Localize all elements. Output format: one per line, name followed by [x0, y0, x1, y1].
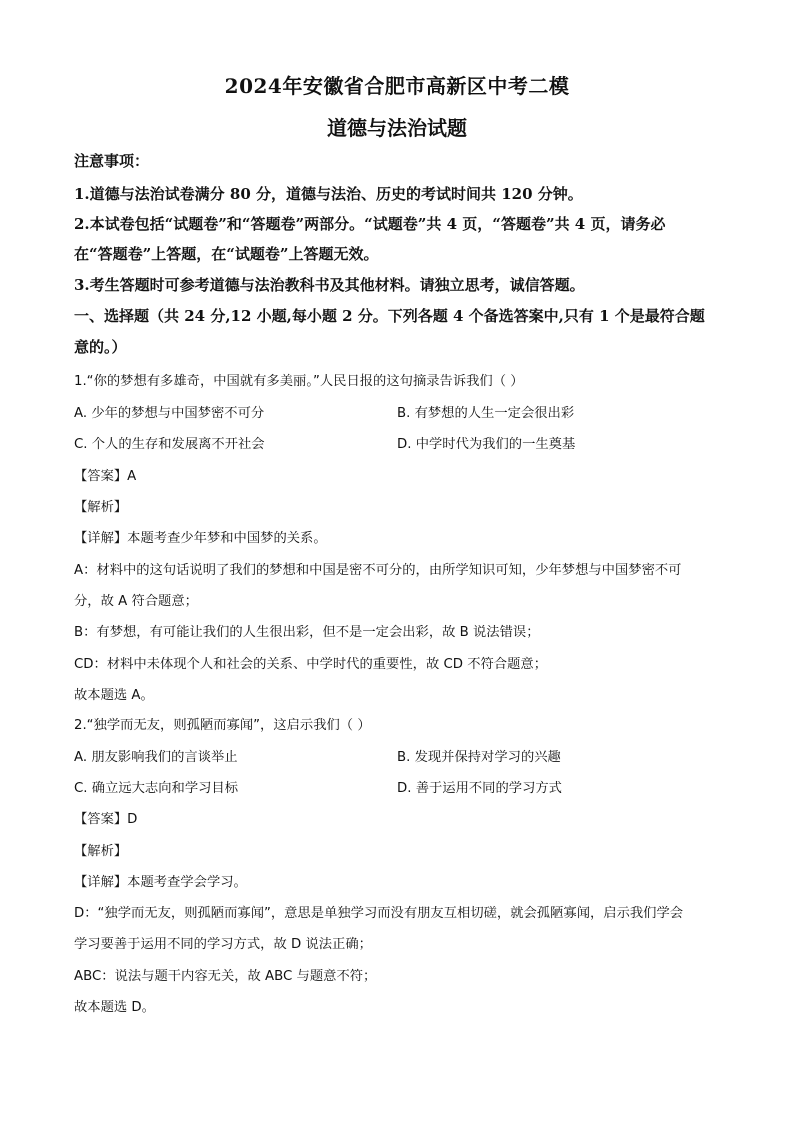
question-1-option-d: D. 中学时代为我们的一生奠基	[397, 437, 576, 452]
notice-heading: 注意事项：	[74, 152, 150, 170]
question-2-option-b: B. 发现并保持对学习的兴趣	[397, 750, 561, 765]
notice-item-1: 1.道德与法治试卷满分 80 分，道德与法治、历史的考试时间共 120 分钟。	[74, 185, 583, 203]
question-2-answer: 【答案】D	[74, 812, 138, 827]
question-1-option-a: A. 少年的梦想与中国梦密不可分	[74, 406, 265, 421]
question-1-stem: 1.“你的梦想有多雄奇，中国就有多美丽。”人民日报的这句摘录告诉我们（ ）	[74, 374, 524, 389]
notice-item-2-line-2: 在“答题卷”上答题，在“试题卷”上答题无效。	[74, 245, 379, 263]
document-subtitle: 道德与法治试题	[327, 116, 467, 140]
question-2-option-d: D. 善于运用不同的学习方式	[397, 781, 562, 796]
question-2-explanation-d-line-1: D：“独学而无友，则孤陋而寡闻”，意思是单独学习而没有朋友互相切磋，就会孤陋寡闻，启示我们学会	[74, 906, 684, 921]
question-1-analysis-label: 【解析】	[74, 500, 128, 515]
question-2-explanation-d-line-2: 学习要善于运用不同的学习方式，故 D 说法正确；	[74, 937, 372, 952]
question-2-stem: 2.“独学而无友，则孤陋而寡闻”，这启示我们（ ）	[74, 718, 371, 733]
question-1-explanation-cd: CD：材料中未体现个人和社会的关系、中学时代的重要性，故 CD 不符合题意；	[74, 657, 547, 672]
question-1-detail: 【详解】本题考查少年梦和中国梦的关系。	[74, 531, 327, 546]
notice-item-3: 3.考生答题时可参考道德与法治教科书及其他材料。请独立思考，诚信答题。	[74, 276, 585, 294]
question-2-option-a: A. 朋友影响我们的言谈举止	[74, 750, 238, 765]
question-2-explanation-abc: ABC：说法与题干内容无关，故 ABC 与题意不符；	[74, 969, 377, 984]
question-1-explanation-a-line-2: 分，故 A 符合题意；	[74, 594, 198, 609]
question-2-option-c: C. 确立远大志向和学习目标	[74, 781, 239, 796]
question-1-option-c: C. 个人的生存和发展离不开社会	[74, 437, 265, 452]
question-2-conclusion: 故本题选 D。	[74, 1000, 155, 1015]
question-1-conclusion: 故本题选 A。	[74, 688, 154, 703]
section-heading-line-2: 意的。）	[74, 338, 127, 356]
document-title: 2024年安徽省合肥市高新区中考二模	[224, 74, 570, 98]
question-1-answer: 【答案】A	[74, 469, 137, 484]
question-1-explanation-a-line-1: A：材料中的这句话说明了我们的梦想和中国是密不可分的，由所学知识可知，少年梦想与中国梦密不可	[74, 563, 682, 578]
question-1-option-b: B. 有梦想的人生一定会很出彩	[397, 406, 575, 421]
notice-item-2-line-1: 2.本试卷包括“试题卷”和“答题卷”两部分。“试题卷”共 4 页，“答题卷”共 4 页，请务必	[74, 215, 666, 233]
question-2-detail: 【详解】本题考查学会学习。	[74, 875, 247, 890]
question-2-analysis-label: 【解析】	[74, 844, 128, 859]
section-heading-line-1: 一、选择题（共 24 分,12 小题,每小题 2 分。下列各题 4 个备选答案中,只有 1 个是最符合题	[74, 307, 705, 325]
question-1-explanation-b: B：有梦想，有可能让我们的人生很出彩，但不是一定会出彩，故 B 说法错误；	[74, 625, 540, 640]
